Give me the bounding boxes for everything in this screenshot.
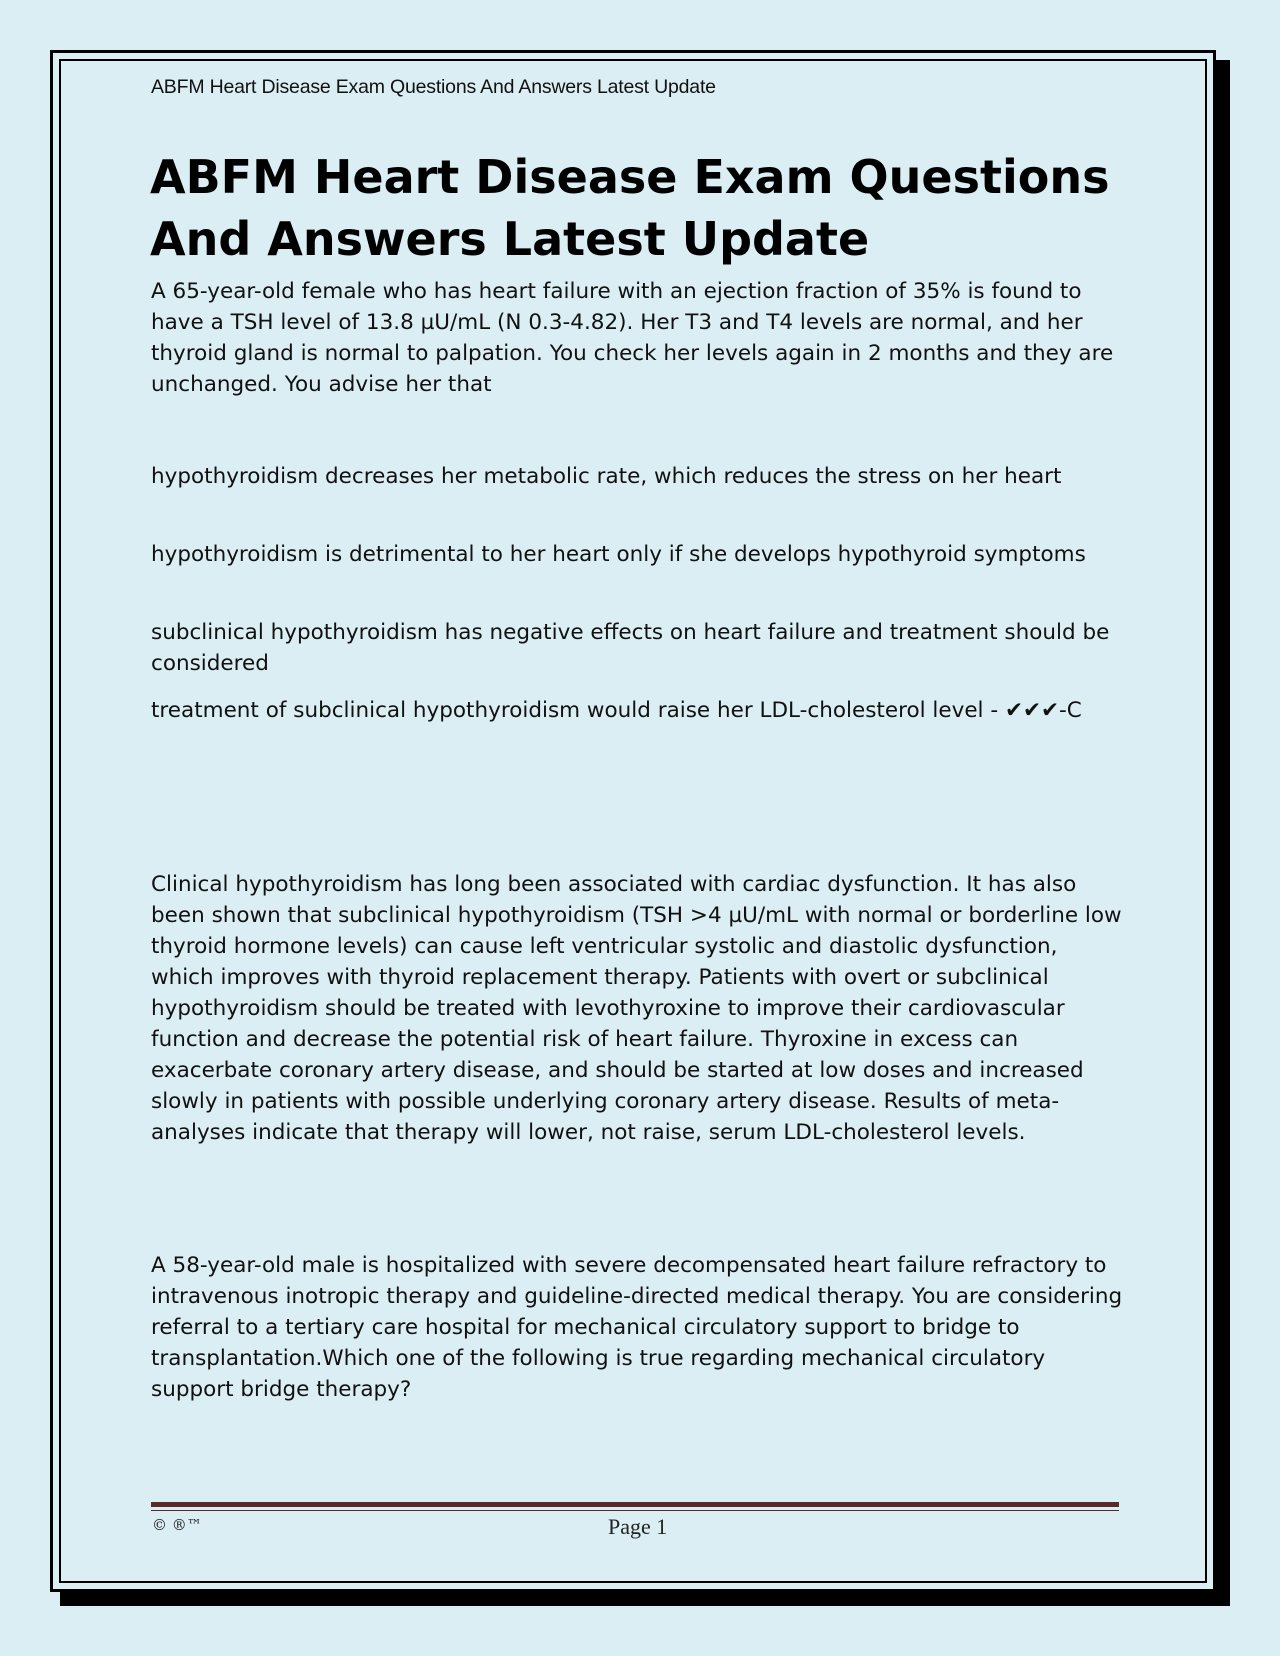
question-1-option-d-answer: treatment of subclinical hypothyroidism would raise her LDL-cholesterol level - ✔✔✔-C [151, 698, 1082, 723]
question-2-stem: A 58-year-old male is hospitalized with severe decompensated heart failure refractory to intravenous inotropic therapy and guideline-directed medical therapy. You are considering referral to a tertiary care hospital for mechanical circulatory support to bridge to transplantation.Which one of the following is true regarding mechanical circulatory support bridge therapy? [151, 1253, 1123, 1402]
question-1-option-c: subclinical hypothyroidism has negative effects on heart failure and treatment should be considered [151, 620, 1110, 676]
running-header: ABFM Heart Disease Exam Questions And Answers Latest Update [151, 76, 716, 98]
footer-trademark-marks: © ®™ [152, 1516, 202, 1534]
footer-divider [151, 1502, 1119, 1507]
document-title: ABFM Heart Disease Exam Questions And Answers Latest Update [150, 150, 1110, 266]
question-1-option-a: hypothyroidism decreases her metabolic rate, which reduces the stress on her heart [151, 464, 1062, 489]
footer-divider-thin [151, 1510, 1119, 1511]
question-1-explanation: Clinical hypothyroidism has long been associated with cardiac dysfunction. It has also been shown that subclinical hypothyroidism (TSH >4 µU/mL with normal or borderline low thyroid hormone levels) can cause left ventricular systolic and diastolic dysfunction, which improves with thyroid replacement therapy. Patients with overt or subclinical hypothyroidism should be treated with levothyroxine to improve their cardiovascular function and decrease the potential risk of heart failure. Thyroxine in excess can exacerbate coronary artery disease, and should be started at low doses and increased slowly in patients with possible underlying coronary artery disease. Results of meta-analyses indicate that therapy will lower, not raise, serum LDL-cholesterol levels. [151, 872, 1122, 1145]
page-number: Page 1 [608, 1514, 668, 1539]
question-1-option-b: hypothyroidism is detrimental to her heart only if she develops hypothyroid symptoms [151, 542, 1086, 567]
question-1-stem: A 65-year-old female who has heart failure with an ejection fraction of 35% is found to have a TSH level of 13.8 µU/mL (N 0.3-4.82). Her T3 and T4 levels are normal, and her thyroid gland is normal to palpation. You check her levels again in 2 months and they are unchanged. You advise her that [151, 279, 1114, 397]
